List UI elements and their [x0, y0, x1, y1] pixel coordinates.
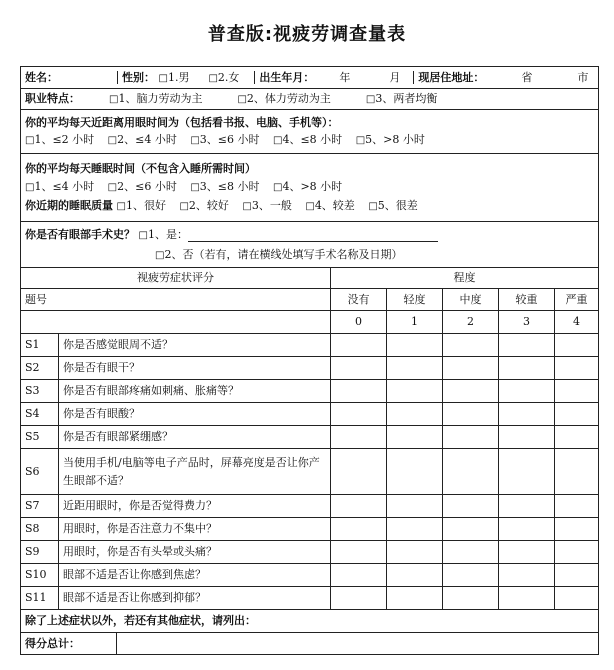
degree-label-row: [21, 289, 599, 311]
item-question: 你是否感觉眼周不适？: [59, 334, 331, 357]
item-id: S3: [21, 380, 59, 403]
symptom-row: [21, 587, 599, 610]
score-3: 3: [499, 311, 555, 334]
sleep-quality-checkbox-4[interactable]: [305, 199, 314, 212]
surgery-yes-label: 1、是：: [147, 227, 188, 241]
near-work-option-4: 4、≤8 小时: [282, 133, 343, 147]
score-cell-1[interactable]: [387, 357, 443, 380]
gender-male-checkbox[interactable]: [159, 71, 168, 84]
symptom-row: [21, 357, 599, 380]
total-score-label: 得分总计：: [21, 633, 117, 655]
near-work-row: [21, 110, 599, 154]
sleep-time-option-3: 3、≤8 小时: [199, 179, 260, 193]
score-cell-1[interactable]: [387, 518, 443, 541]
item-id: S9: [21, 541, 59, 564]
score-cell-2[interactable]: [443, 495, 499, 518]
sleep-quality-option-2: 2、较好: [188, 198, 229, 212]
occupation-option-2: 2、体力劳动为主: [246, 92, 331, 105]
sleep-quality-option-3: 3、一般: [251, 198, 292, 212]
symptom-row: [21, 380, 599, 403]
occupation-option-1: 1、脑力劳动为主: [118, 92, 203, 105]
degree-moderate: 中度: [443, 289, 499, 311]
score-cell-4[interactable]: [555, 495, 599, 518]
item-id: S2: [21, 357, 59, 380]
residence-label: 现居住地址：: [418, 70, 485, 84]
info-row: [21, 67, 599, 89]
score-cell-2[interactable]: [443, 541, 499, 564]
symptom-row: [21, 403, 599, 426]
score-cell-4[interactable]: [555, 587, 599, 610]
item-question: 当使用手机/电脑等电子产品时，屏幕亮度是否让你产生眼部不适？: [59, 449, 331, 495]
near-work-checkbox-5[interactable]: [356, 133, 365, 146]
item-id: S1: [21, 334, 59, 357]
score-cell-0[interactable]: [331, 587, 387, 610]
score-cell-1[interactable]: [387, 334, 443, 357]
symptom-row: [21, 426, 599, 449]
score-cell-4[interactable]: [555, 334, 599, 357]
degree-none: 没有: [331, 289, 387, 311]
sleep-time-option-2: 2、≤6 小时: [117, 179, 177, 193]
degree-mild: 轻度: [387, 289, 443, 311]
city-label: 市: [577, 70, 589, 84]
item-id: S7: [21, 495, 59, 518]
score-cell-4[interactable]: [555, 564, 599, 587]
score-cell-4[interactable]: [555, 380, 599, 403]
degree-header: 程度: [331, 268, 599, 289]
score-cell-4[interactable]: [555, 449, 599, 495]
sleep-time-checkbox-3[interactable]: [190, 180, 199, 193]
near-work-question: 你的平均每天近距离用眼时间为（包括看书报、电脑、手机等）：: [25, 115, 339, 129]
sleep-quality-option-5: 5、很差: [377, 198, 418, 212]
item-id: S8: [21, 518, 59, 541]
score-cell-3[interactable]: [499, 495, 555, 518]
score-cell-3[interactable]: [499, 518, 555, 541]
other-symptoms-label: 除了上述症状以外，若还有其他症状，请列出：: [21, 610, 599, 633]
item-question: 用眼时，你是否注意力不集中？: [59, 518, 331, 541]
near-work-checkbox-2[interactable]: [108, 133, 117, 146]
score-cell-4[interactable]: [555, 357, 599, 380]
score-cell-4[interactable]: [555, 518, 599, 541]
item-question: 近距用眼时，你是否觉得费力？: [59, 495, 331, 518]
item-question: 用眼时，你是否有头晕或头痛？: [59, 541, 331, 564]
sleep-quality-checkbox-2[interactable]: [179, 199, 188, 212]
score-cell-1[interactable]: [387, 541, 443, 564]
year-label: 年: [339, 70, 351, 84]
score-cell-3[interactable]: [499, 426, 555, 449]
score-cell-0[interactable]: [331, 403, 387, 426]
score-cell-0[interactable]: [331, 564, 387, 587]
gender-female-label: 2.女: [217, 70, 240, 84]
item-id: S10: [21, 564, 59, 587]
item-question: 你是否有眼干？: [59, 357, 331, 380]
surgery-question: 你是否有眼部手术史？: [25, 227, 135, 241]
degree-heavy: 较重: [499, 289, 555, 311]
sleep-quality-checkbox-3[interactable]: [242, 199, 251, 212]
score-0: 0: [331, 311, 387, 334]
month-label: 月: [389, 70, 401, 84]
item-id: S11: [21, 587, 59, 610]
province-label: 省: [521, 70, 533, 84]
score-cell-2[interactable]: [443, 380, 499, 403]
near-work-option-2: 2、≤4 小时: [117, 133, 177, 147]
score-1: 1: [387, 311, 443, 334]
score-cell-3[interactable]: [499, 403, 555, 426]
sleep-quality-checkbox-1[interactable]: [117, 199, 126, 212]
score-cell-3[interactable]: [499, 380, 555, 403]
occupation-checkbox-2[interactable]: [237, 92, 246, 105]
score-cell-3[interactable]: [499, 334, 555, 357]
symptom-row: [21, 541, 599, 564]
surgery-detail-line[interactable]: [188, 230, 438, 242]
page-title: 普查版:视疲劳调查量表: [207, 24, 407, 45]
item-question: 你是否有眼酸？: [59, 403, 331, 426]
item-question: 你是否有眼部疼痛如刺痛、胀痛等？: [59, 380, 331, 403]
score-cell-0[interactable]: [331, 541, 387, 564]
sleep-quality-option-1: 1、很好: [125, 198, 166, 212]
sleep-time-option-1: 1、≤4 小时: [34, 179, 95, 193]
score-cell-1[interactable]: [387, 449, 443, 495]
score-cell-4[interactable]: [555, 426, 599, 449]
symptom-row: [21, 564, 599, 587]
score-cell-2[interactable]: [443, 518, 499, 541]
score-cell-3[interactable]: [499, 587, 555, 610]
occupation-row: [21, 89, 599, 110]
gender-label: 性别：: [122, 70, 155, 84]
near-work-option-3: 3、≤6 小时: [199, 133, 260, 147]
sleep-row: [21, 154, 599, 222]
score-cell-1[interactable]: [387, 426, 443, 449]
sleep-quality-question: 你近期的睡眠质量: [25, 198, 113, 212]
score-cell-3[interactable]: [499, 357, 555, 380]
sleep-time-checkbox-2[interactable]: [108, 180, 117, 193]
score-cell-1[interactable]: [387, 380, 443, 403]
surgery-yes-checkbox[interactable]: [139, 228, 148, 241]
item-question: 眼部不适是否让你感到抑郁？: [59, 587, 331, 610]
score-cell-1[interactable]: [387, 587, 443, 610]
score-2: 2: [443, 311, 499, 334]
score-cell-0[interactable]: [331, 357, 387, 380]
score-4: 4: [555, 311, 599, 334]
symptom-header: 视疲劳症状评分: [21, 268, 331, 289]
score-cell-2[interactable]: [443, 357, 499, 380]
score-cell-2[interactable]: [443, 449, 499, 495]
score-value-row: [21, 311, 599, 334]
symptom-row: [21, 495, 599, 518]
other-symptoms-row: [21, 610, 599, 633]
total-score-field[interactable]: [117, 633, 599, 655]
surgery-row: [21, 222, 599, 268]
occupation-label: 职业特点：: [25, 92, 80, 105]
score-cell-1[interactable]: [387, 564, 443, 587]
near-work-checkbox-3[interactable]: [190, 133, 199, 146]
item-header: 题号: [21, 289, 331, 311]
score-cell-2[interactable]: [443, 564, 499, 587]
score-cell-0[interactable]: [331, 449, 387, 495]
score-cell-1[interactable]: [387, 403, 443, 426]
score-cell-0[interactable]: [331, 426, 387, 449]
score-cell-4[interactable]: [555, 541, 599, 564]
symptom-items: [21, 334, 599, 610]
score-cell-3[interactable]: [499, 449, 555, 495]
near-work-option-1: 1、≤2 小时: [34, 133, 95, 147]
sleep-time-option-4: 4、>8 小时: [282, 179, 343, 193]
gender-female-checkbox[interactable]: [208, 71, 217, 84]
sleep-time-question: 你的平均每天睡眠时间（不包含入睡所需时间）: [25, 162, 256, 176]
score-cell-3[interactable]: [499, 541, 555, 564]
score-cell-2[interactable]: [443, 426, 499, 449]
symptom-row: [21, 449, 599, 495]
score-cell-1[interactable]: [387, 495, 443, 518]
score-cell-2[interactable]: [443, 403, 499, 426]
gender-male-label: 1.男: [167, 70, 190, 84]
item-question: 眼部不适是否让你感到焦虑？: [59, 564, 331, 587]
item-id: S6: [21, 449, 59, 495]
score-cell-0[interactable]: [331, 518, 387, 541]
name-label: 姓名：: [25, 70, 58, 84]
score-cell-4[interactable]: [555, 403, 599, 426]
item-id: S4: [21, 403, 59, 426]
blank-cell: [21, 311, 331, 334]
symptom-row: [21, 334, 599, 357]
occupation-checkbox-3[interactable]: [366, 92, 375, 105]
survey-form: [20, 66, 598, 655]
occupation-option-3: 3、两者均衡: [375, 92, 438, 105]
symptom-row: [21, 518, 599, 541]
score-cell-0[interactable]: [331, 334, 387, 357]
score-cell-2[interactable]: [443, 334, 499, 357]
sleep-quality-checkbox-5[interactable]: [368, 199, 377, 212]
near-work-option-5: 5、>8 小时: [365, 133, 425, 147]
total-row: [21, 633, 599, 655]
score-cell-0[interactable]: [331, 380, 387, 403]
survey-table: [20, 66, 599, 655]
item-question: 你是否有眼部紧绷感？: [59, 426, 331, 449]
degree-severe: 严重: [555, 289, 599, 311]
score-cell-0[interactable]: [331, 495, 387, 518]
surgery-no-label: 2、否（若有，请在横线处填写手术名称及日期）: [164, 247, 403, 261]
sleep-quality-option-4: 4、较差: [314, 198, 355, 212]
score-cell-2[interactable]: [443, 587, 499, 610]
score-header-row: [21, 268, 599, 289]
score-cell-3[interactable]: [499, 564, 555, 587]
item-id: S5: [21, 426, 59, 449]
birth-label: 出生年月：: [259, 70, 315, 84]
